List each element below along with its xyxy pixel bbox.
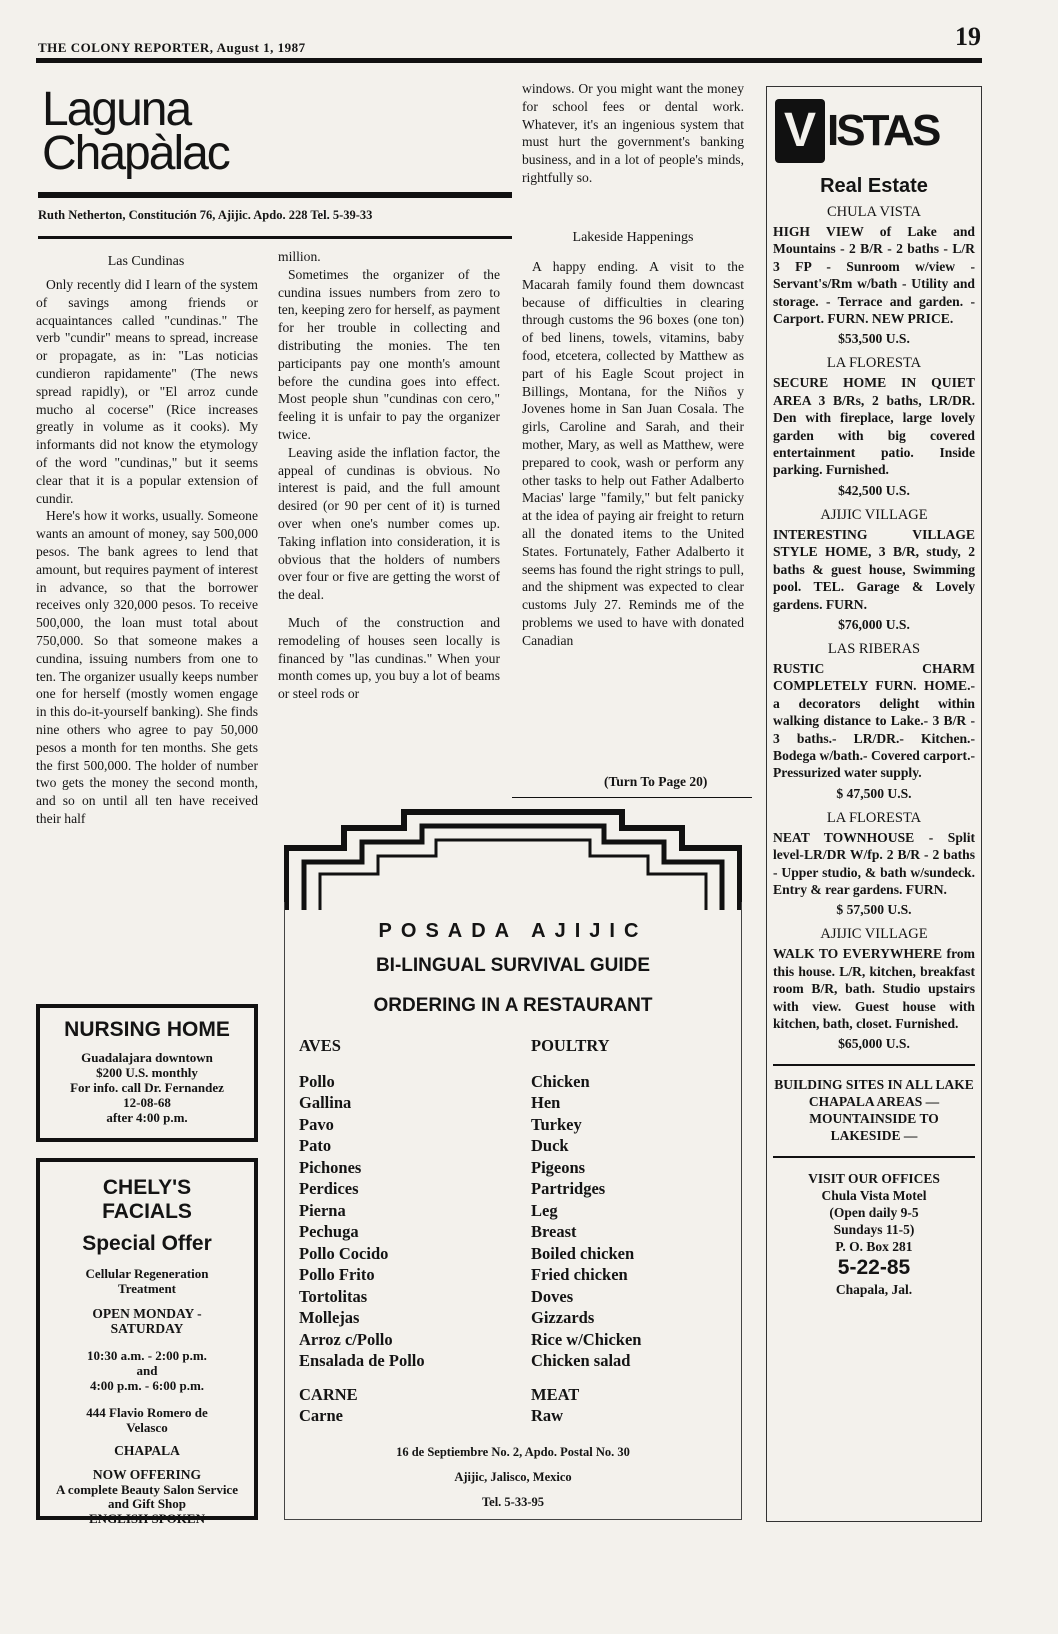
turn-to-page: (Turn To Page 20) bbox=[604, 774, 708, 789]
nursing-line: after 4:00 p.m. bbox=[106, 1110, 188, 1125]
article1-heading: Las Cundinas bbox=[107, 254, 185, 269]
article1-col3 bbox=[522, 80, 744, 187]
vistas-motel: Chula Vista Motel bbox=[821, 1188, 927, 1204]
menu-item-es: Pechuga bbox=[299, 1222, 359, 1241]
column-byline: Ruth Netherton, Constitución 76, Ajijic. Apdo. 228 Tel. 5-39-33 bbox=[38, 208, 373, 222]
chelys-address: 444 Flavio Romero de Velasco bbox=[86, 1405, 208, 1435]
menu-item bbox=[299, 1264, 741, 1286]
menu-item-en: Chicken salad bbox=[531, 1351, 631, 1370]
menu-item bbox=[299, 1178, 741, 1200]
vistas-sundays: Sundays 11-5) bbox=[833, 1222, 915, 1238]
menu-item bbox=[299, 1221, 741, 1243]
posada-tel: Tel. 5-33-95 bbox=[481, 1494, 545, 1509]
listing-description: WALK TO EVERYWHERE from this house. L/R, kitchen, breakfast room B/R, bath. Studio upstairs with view. Guest house with kitchen, bath, closet. Furnished. bbox=[773, 946, 975, 1031]
menu-item-en: Chicken bbox=[531, 1071, 590, 1091]
posada-section: ORDERING IN A RESTAURANT bbox=[373, 995, 653, 1016]
vistas-ad bbox=[766, 86, 982, 1522]
paragraph: A happy ending. A visit to the Macarah family found them downcast because of difficulties in clearing through customs the 96 boxes (one ton) of bed linens, towels, vitamins, baby food, etcetera, collected by Matthew as part of his Eagle Scout project in Billings, Montana, for the Niños y Jovenes home in San Juan Cosala. The girls, Caroline and Sarah, and their mother, Mary, as well as Matthew, were prepared to cook, wash or perform any other tasks to help out Father Adalberto Macias' large "family," but felt panicky at the idea of paying air freight to return all the donated items to the United States. Fortunately, Father Adalberto it seems has found the right strings to pull, and the shipment was expected to clear customs July 27. Reminds me of the problems we used to have with donated Canadian bbox=[522, 259, 744, 648]
menu-item-en: Breast bbox=[531, 1222, 577, 1241]
menu-item-es: Pato bbox=[299, 1136, 332, 1155]
menu-items-meat bbox=[299, 1405, 741, 1427]
vistas-listing bbox=[773, 507, 975, 633]
listing-price: $ 47,500 U.S. bbox=[836, 785, 912, 801]
menu-item bbox=[299, 1135, 741, 1157]
menu-item-en: Doves bbox=[531, 1286, 574, 1306]
menu-item-es: Pollo Cocido bbox=[299, 1243, 389, 1263]
chelys-hours1: 10:30 a.m. - 2:00 p.m. bbox=[87, 1348, 207, 1363]
vistas-sites: BUILDING SITES IN ALL LAKE CHAPALA AREAS — MOUNTAINSIDE TO LAKESIDE — bbox=[774, 1077, 974, 1144]
vistas-listing bbox=[773, 355, 975, 498]
header-rule bbox=[36, 58, 982, 63]
paragraph: windows. Or you might want the money for school fees or dental work. Whatever, it's an ingenious system that must hurt the government's banking business, and in a lot of people's minds, rightfully so. bbox=[522, 81, 744, 185]
paragraph: Here's how it works, usually. Someone wants an amount of money, say 500,000 pesos. The bank agrees to lend that amount, but requires payment of interest in advance, so that the borrower receives only 320,000 pesos. To receive 500,000, the loan must total about 750,000. So that someone makes a cundina, issuing numbers from one to ten. The organizer usually keeps number one for herself (mostly women engage in this do-it-yourself banking). She finds nine others who agree to pay 50,000 pesos a month for ten months. She gets the first 500,000. The holder of number two gets the money the second month, and so on until all ten have received their half bbox=[36, 508, 258, 826]
vistas-rule bbox=[773, 1064, 975, 1066]
posada-city: Ajijic, Jalisco, Mexico bbox=[454, 1469, 572, 1484]
menu-item bbox=[299, 1157, 741, 1179]
menu-item-en: Duck bbox=[531, 1136, 569, 1155]
menu-item bbox=[299, 1329, 741, 1351]
column-rule bbox=[38, 192, 512, 198]
chelys-title-line2: FACIALS bbox=[102, 1200, 192, 1223]
vistas-phone: 5-22-85 bbox=[837, 1256, 911, 1280]
posada-address: 16 de Septiembre No. 2, Apdo. Postal No. 30 bbox=[396, 1444, 630, 1459]
paragraph: Sometimes the organizer of the cundina issues numbers from zero to ten, keeping zero for herself, as payment for her trouble in collecting and distributing the monies. The ten participants pay one month's amount before the cundina goes into effect. Most people shun "cundinas con cero," feeling it is unfair to pay the organizer twice. bbox=[278, 266, 500, 442]
menu-col-en: POULTRY bbox=[531, 1036, 610, 1055]
menu-col2-es: CARNE bbox=[299, 1384, 358, 1404]
menu-item-en: Gizzards bbox=[531, 1308, 595, 1327]
menu-item-en: Partridges bbox=[531, 1179, 606, 1198]
listing-location: LA FLORESTA bbox=[826, 809, 922, 826]
column-title bbox=[42, 83, 229, 180]
vistas-box: P. O. Box 281 bbox=[835, 1239, 913, 1255]
vistas-open: (Open daily 9-5 bbox=[829, 1205, 919, 1221]
menu-item bbox=[299, 1092, 741, 1114]
article1-col2 bbox=[278, 248, 500, 794]
listing-price: $ 57,500 U.S. bbox=[836, 902, 912, 918]
chelys-now: NOW OFFERING bbox=[92, 1467, 202, 1482]
vistas-rule bbox=[773, 1156, 975, 1158]
special-offer: Special Offer bbox=[82, 1232, 212, 1255]
menu-item-es: Tortolitas bbox=[299, 1286, 368, 1306]
vistas-listing bbox=[773, 810, 975, 919]
menu-item-en: Leg bbox=[531, 1200, 558, 1220]
listing-price: $53,500 U.S. bbox=[838, 331, 910, 347]
chelys-english: ENGLISH SPOKEN bbox=[89, 1511, 205, 1526]
listing-description: NEAT TOWNHOUSE - Split level-LR/DR W/fp. 2 B/R - 2 baths - Upper studio, & bath w/sundeck. Entry & rear gardens. FURN. bbox=[773, 829, 975, 897]
menu-item bbox=[299, 1071, 741, 1093]
column-title-line2: Chapàlac bbox=[42, 127, 229, 180]
vistas-listing bbox=[773, 926, 975, 1052]
vistas-logo-mark: V bbox=[775, 99, 825, 163]
menu-item bbox=[299, 1350, 741, 1372]
menu-item-es: Pollo bbox=[299, 1071, 335, 1091]
vistas-subtitle: Real Estate bbox=[820, 175, 928, 197]
menu-item-es: Pavo bbox=[299, 1114, 334, 1134]
listing-price: $42,500 U.S. bbox=[838, 482, 910, 498]
listing-description: INTERESTING VILLAGE STYLE HOME, 3 B/R, study, 2 baths & guest house, Swimming pool. TEL. Garage & Lovely gardens. FURN. bbox=[773, 526, 975, 612]
listing-location: AJIJIC VILLAGE bbox=[820, 506, 928, 523]
menu-item-es: Pichones bbox=[299, 1157, 362, 1177]
listing-location: AJIJIC VILLAGE bbox=[820, 926, 928, 943]
menu-item bbox=[299, 1286, 741, 1308]
article2-heading: Lakeside Happenings bbox=[572, 230, 694, 245]
menu-item-es: Pierna bbox=[299, 1200, 346, 1220]
menu-item-es: Carne bbox=[299, 1406, 343, 1425]
posada-subtitle: BI-LINGUAL SURVIVAL GUIDE bbox=[375, 955, 651, 976]
menu-item-es: Mollejas bbox=[299, 1308, 360, 1327]
menu-item-en: Hen bbox=[531, 1093, 561, 1112]
nursing-home-title: NURSING HOME bbox=[64, 1018, 230, 1041]
nursing-line: For info. call Dr. Fernandez bbox=[70, 1080, 224, 1095]
listing-description: RUSTIC CHARM COMPLETELY FURN. HOME.- a decorators delight within walking distance to Lake.- 3 B/R - 3 baths.- LR/DR.- Kitchen.- Bodega w/bath.- Covered carport.- Pressurized water supply. bbox=[773, 660, 975, 781]
vistas-listing bbox=[773, 641, 975, 802]
nursing-line: Guadalajara downtown bbox=[81, 1050, 213, 1065]
menu-item bbox=[299, 1405, 741, 1427]
paragraph: Only recently did I learn of the system of savings among friends or acquaintances called "cundinas." The verb "cundir" means to spread, increase or propagate, as in: "Las noticias cundieron rapidamente" (The news spread rapidly), or "El arroz cunde mucho al cocerse" (Rice increases greatly in volume as it cooks). My informants did not know the etymology of the word "cundinas," but it seems clear that it is a popular extension of cundir. bbox=[36, 277, 258, 506]
paragraph: Leaving aside the inflation factor, the appeal of cundinas is obvious. No interest is paid, and the full amount desired (or 90 per cent of it) is turned over when one's number comes up. Taking inflation into consideration, it is obvious that the holders of numbers over four or five are getting the worst of the deal. bbox=[278, 444, 500, 603]
nursing-line: 12-08-68 bbox=[123, 1095, 171, 1110]
chelys-town: CHAPALA bbox=[114, 1443, 180, 1458]
listing-location: CHULA VISTA bbox=[826, 204, 922, 220]
vistas-town: Chapala, Jal. bbox=[835, 1282, 913, 1298]
menu-col2-en: MEAT bbox=[531, 1384, 580, 1404]
chelys-salon: A complete Beauty Salon Service and Gift Shop bbox=[56, 1482, 238, 1511]
vistas-listing bbox=[773, 204, 975, 347]
listing-price: $76,000 U.S. bbox=[838, 616, 910, 632]
byline-rule bbox=[38, 236, 512, 239]
menu-item-es: Gallina bbox=[299, 1093, 352, 1112]
nursing-home-ad bbox=[36, 1004, 258, 1142]
article1-col1 bbox=[36, 276, 258, 988]
listing-description: HIGH VIEW of Lake and Mountains - 2 B/R - 2 baths - L/R 3 FP - Sunroom w/view - Servant's/Rm w/bath - Utility and storage. - Terrace and garden. - Carport. FURN. NEW PRICE. bbox=[773, 224, 975, 327]
posada-ornament bbox=[284, 806, 742, 910]
listing-description: SECURE HOME IN QUIET AREA 3 B/Rs, 2 baths, LR/DR. Den with fireplace, large lovely garden with big covered entertainment patio. Inside parking. Furnished. bbox=[773, 375, 975, 478]
menu-item bbox=[299, 1307, 741, 1329]
menu-item-en: Turkey bbox=[531, 1114, 582, 1134]
vistas-listings bbox=[773, 204, 975, 1052]
menu-item-en: Pigeons bbox=[531, 1157, 586, 1177]
paragraph: Much of the construction and remodeling of houses seen locally is financed by "las cundinas." When your month comes up, you buy a lot of beams or steel rods or bbox=[278, 614, 500, 702]
page-number: 19 bbox=[955, 22, 981, 51]
paragraph: million. bbox=[278, 249, 321, 264]
menu-item bbox=[299, 1243, 741, 1265]
chelys-ad bbox=[36, 1158, 258, 1526]
listing-location: LA FLORESTA bbox=[826, 355, 922, 372]
posada-title: POSADA AJIJIC bbox=[378, 920, 648, 942]
menu-items bbox=[299, 1071, 741, 1372]
column-title-line1: Laguna bbox=[42, 83, 191, 136]
chelys-title-line1: CHELY'S bbox=[102, 1176, 192, 1199]
chelys-and: and bbox=[136, 1363, 158, 1378]
menu-item-es: Ensalada de Pollo bbox=[299, 1351, 425, 1370]
menu-item-es: Pollo Frito bbox=[299, 1265, 375, 1284]
posada-ad bbox=[284, 902, 742, 1520]
menu-item-en: Rice w/Chicken bbox=[531, 1329, 642, 1349]
chelys-hours2: 4:00 p.m. - 6:00 p.m. bbox=[89, 1378, 205, 1393]
menu-item-es: Perdices bbox=[299, 1179, 359, 1198]
chelys-open: OPEN MONDAY - SATURDAY bbox=[92, 1306, 202, 1336]
publication-line: THE COLONY REPORTER, August 1, 1987 bbox=[38, 40, 306, 55]
menu-item-en: Raw bbox=[531, 1406, 564, 1425]
menu-item-en: Fried chicken bbox=[531, 1265, 628, 1284]
menu-col-es: AVES bbox=[299, 1036, 341, 1055]
vistas-logo bbox=[775, 99, 981, 163]
listing-price: $65,000 U.S. bbox=[838, 1036, 910, 1052]
article2-rule bbox=[512, 797, 752, 798]
menu-item bbox=[299, 1114, 741, 1136]
article2-body bbox=[522, 258, 744, 768]
menu-item-en: Boiled chicken bbox=[531, 1243, 635, 1263]
menu-item-es: Arroz c/Pollo bbox=[299, 1329, 393, 1349]
menu-item bbox=[299, 1200, 741, 1222]
nursing-line: $200 U.S. monthly bbox=[96, 1065, 198, 1080]
chelys-treatment: Cellular Regeneration Treatment bbox=[85, 1266, 209, 1296]
vistas-logo-text: ISTAS bbox=[827, 106, 939, 155]
listing-location: LAS RIBERAS bbox=[827, 640, 921, 657]
vistas-visit: VISIT OUR OFFICES bbox=[808, 1171, 940, 1187]
